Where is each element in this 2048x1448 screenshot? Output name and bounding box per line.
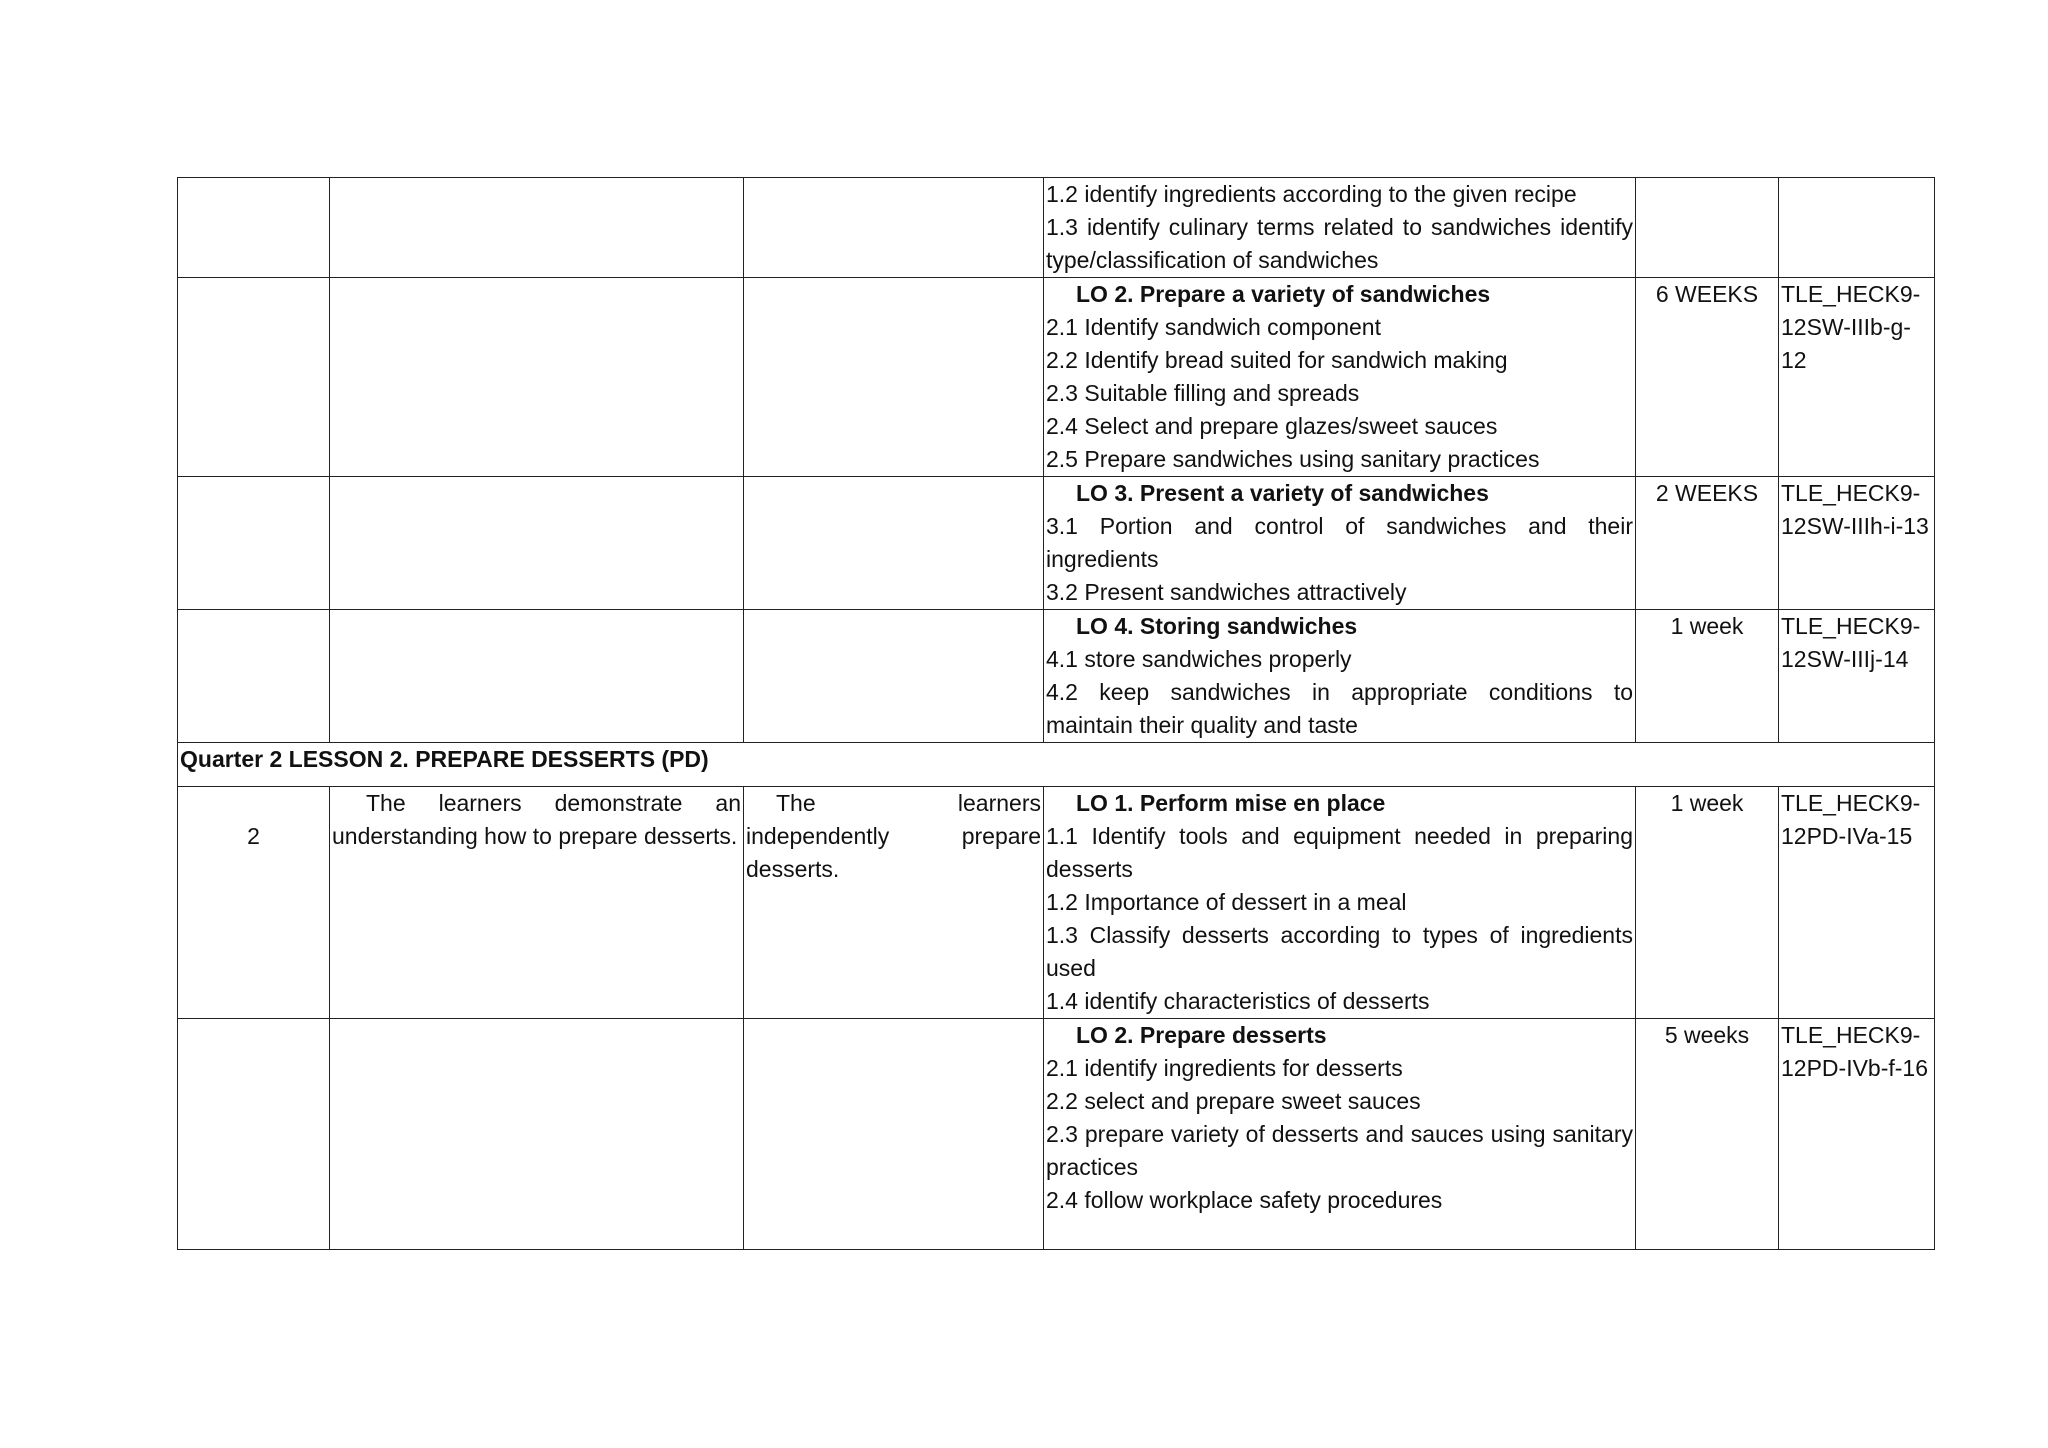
content-standard-cell [330, 1019, 744, 1250]
competencies-cell [1044, 1019, 1636, 1250]
competency-item: 3.2 Present sandwiches attractively [1046, 579, 1407, 605]
table-row [178, 787, 1935, 1019]
number-cell [178, 178, 330, 278]
table-row [178, 1019, 1935, 1250]
competencies-cell [1044, 787, 1636, 1019]
content-standard-cell [330, 278, 744, 477]
section-header-row [178, 743, 1935, 787]
code-cell: TLE_HECK9-12SW-IIIj-14 [1779, 610, 1935, 743]
learning-outcome-title: LO 4. Storing sandwiches [1076, 613, 1358, 639]
competency-item: 2.2 Identify bread suited for sandwich making [1046, 347, 1508, 373]
competency-item: 1.1 Identify tools and equipment needed in preparing desserts [1046, 823, 1633, 882]
competencies-cell [1044, 278, 1636, 477]
competency-item: 3.1 Portion and control of sandwiches and their ingredients [1046, 513, 1633, 572]
competency-item: 2.2 select and prepare sweet sauces [1046, 1088, 1421, 1114]
competency-item: 1.4 identify characteristics of desserts [1046, 988, 1430, 1014]
competency-item: 2.4 follow workplace safety procedures [1046, 1187, 1443, 1213]
learning-outcome-title: LO 2. Prepare desserts [1076, 1022, 1327, 1048]
learning-outcome-title: LO 2. Prepare a variety of sandwiches [1076, 281, 1491, 307]
competency-item: 4.2 keep sandwiches in appropriate conditions to maintain their quality and taste [1046, 679, 1633, 738]
competency-item: 4.1 store sandwiches properly [1046, 646, 1352, 672]
content-standard-cell [330, 178, 744, 278]
competencies-cell [1044, 178, 1636, 278]
performance-standard-cell [744, 278, 1044, 477]
number-cell [178, 1019, 330, 1250]
competency-item: 2.1 Identify sandwich component [1046, 314, 1381, 340]
performance-standard-cell [744, 1019, 1044, 1250]
content-standard-cell [330, 477, 744, 610]
table-row [178, 178, 1935, 278]
code-cell: TLE_HECK9-12SW-IIIh-i-13 [1779, 477, 1935, 610]
competency-item: 2.3 prepare variety of desserts and sauces using sanitary practices [1046, 1121, 1633, 1180]
competency-item: 1.3 Classify desserts according to types of ingredients used [1046, 922, 1633, 981]
duration-cell: 6 WEEKS [1636, 278, 1779, 477]
performance-standard-cell [744, 610, 1044, 743]
code-cell: TLE_HECK9-12SW-IIIb-g-12 [1779, 278, 1935, 477]
number-cell [178, 278, 330, 477]
code-cell [1779, 178, 1935, 278]
duration-cell: 1 week [1636, 610, 1779, 743]
competency-item: 2.5 Prepare sandwiches using sanitary practices [1046, 446, 1540, 472]
performance-standard-cell: The learners independently prepare desserts. [744, 787, 1044, 1019]
competency-item: 2.1 identify ingredients for desserts [1046, 1055, 1403, 1081]
number-cell: 2 [178, 787, 330, 1019]
duration-cell [1636, 178, 1779, 278]
duration-cell: 1 week [1636, 787, 1779, 1019]
table-row [178, 477, 1935, 610]
table-row [178, 610, 1935, 743]
performance-standard-cell [744, 477, 1044, 610]
content-standard-cell: The learners demonstrate an understanding how to prepare desserts. [330, 787, 744, 1019]
code-cell: TLE_HECK9-12PD-IVb-f-16 [1779, 1019, 1935, 1250]
code-cell: TLE_HECK9-12PD-IVa-15 [1779, 787, 1935, 1019]
number-cell [178, 610, 330, 743]
number-cell [178, 477, 330, 610]
performance-standard-cell [744, 178, 1044, 278]
competencies-cell [1044, 477, 1636, 610]
content-standard-cell [330, 610, 744, 743]
competency-item: 2.3 Suitable filling and spreads [1046, 380, 1360, 406]
competency-item: 1.2 Importance of dessert in a meal [1046, 889, 1407, 915]
competency-item: 2.4 Select and prepare glazes/sweet sauces [1046, 413, 1498, 439]
learning-outcome-title: LO 3. Present a variety of sandwiches [1076, 480, 1489, 506]
curriculum-table [177, 177, 1935, 1250]
duration-cell: 5 weeks [1636, 1019, 1779, 1250]
learning-outcome-title: LO 1. Perform mise en place [1076, 790, 1386, 816]
competency-item: 1.3 identify culinary terms related to sandwiches identify type/classification of sandwiches [1046, 214, 1633, 273]
competency-item: 1.2 identify ingredients according to the given recipe [1046, 181, 1577, 207]
section-header: Quarter 2 LESSON 2. PREPARE DESSERTS (PD) [178, 743, 1935, 787]
duration-cell: 2 WEEKS [1636, 477, 1779, 610]
table-row [178, 278, 1935, 477]
competencies-cell [1044, 610, 1636, 743]
